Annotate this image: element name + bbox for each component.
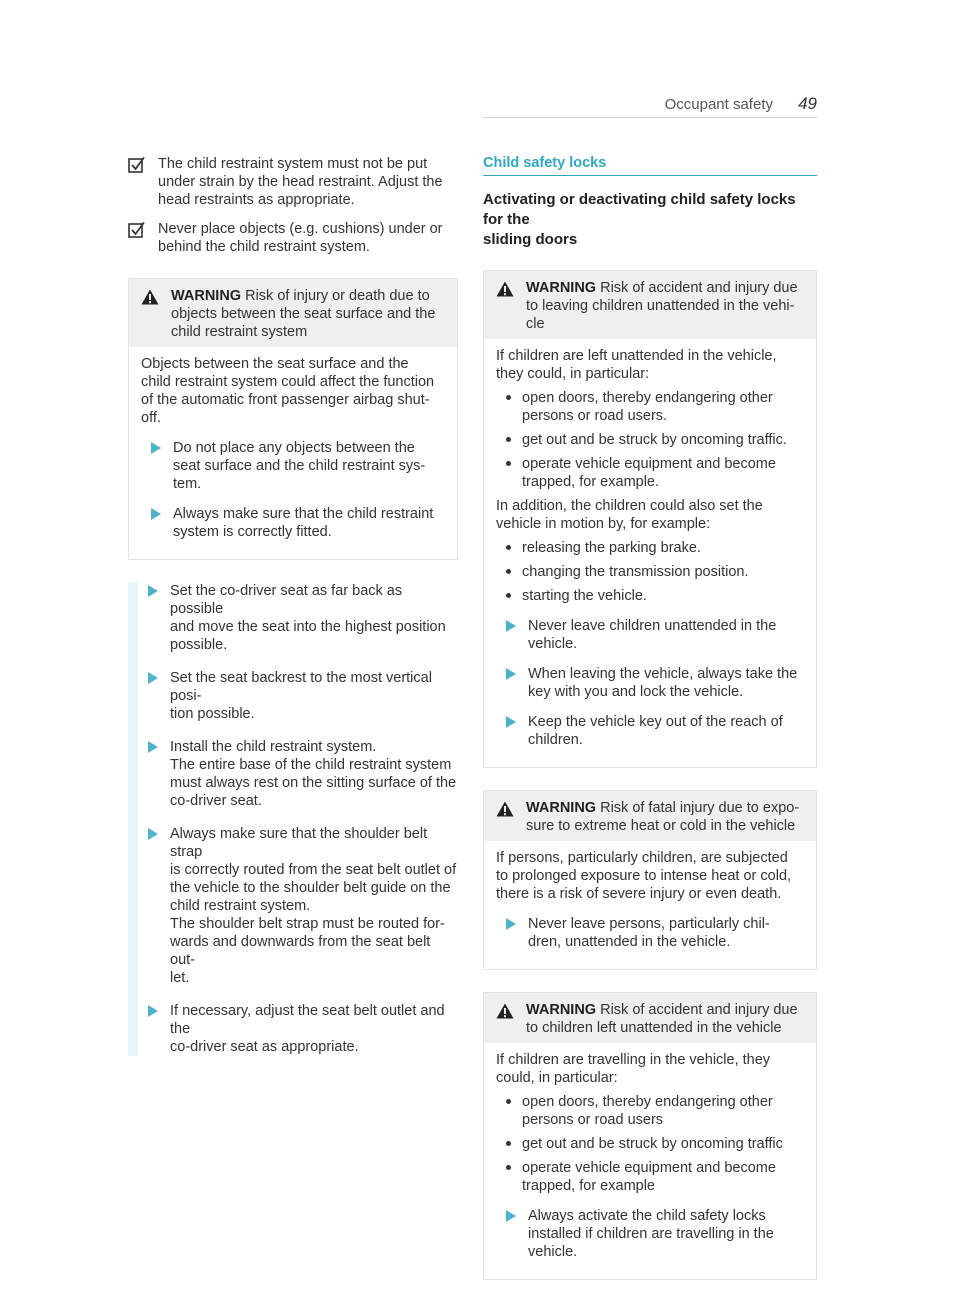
step-arrow-icon [151,442,161,454]
text-line: The child restraint system must not be put [158,156,428,172]
text-line: vehicle. [528,636,578,652]
text-line: Never leave children unattended in the [528,618,777,634]
text-line: vehicle in motion by, for example: [496,516,711,532]
text-line: In addition, the children could also set the [496,498,763,514]
bullet-item [496,1093,804,1129]
text-line: Set the seat backrest to the most vertical posi- [170,670,432,704]
text-line: system is correctly fitted. [173,524,332,540]
text-line: Never leave persons, particularly chil- [528,916,770,932]
warning-box [483,790,817,970]
text-line: to prolonged exposure to intense heat or cold, [496,868,792,884]
instruction-step [138,669,458,723]
warning-triangle-icon [496,1003,514,1019]
instruction-step [138,582,458,654]
text-line: get out and be struck by oncoming traffic. [522,432,787,448]
instruction-step [138,1002,458,1056]
subsection-title [483,190,817,250]
text-line: tem. [173,476,202,492]
text-line: children. [528,732,583,748]
warnings-list [483,270,817,1280]
warning-title-line: sure to extreme heat or cold in the vehicle [526,818,796,834]
text-line: co-driver seat as appropriate. [170,1039,359,1055]
warning-box [483,992,817,1280]
text-line: is correctly routed from the seat belt outlet of [170,862,457,878]
text-line: Set the co-driver seat as far back as possible [170,583,403,617]
warning-body [484,339,816,767]
step-arrow-icon [151,508,161,520]
steps-stripe [128,582,138,1056]
step-arrow-icon [506,716,516,728]
text-line: get out and be struck by oncoming traffic [522,1136,783,1152]
text-line: child restraint system could affect the function [141,374,435,390]
warning-paragraph [496,497,804,533]
text-line: changing the transmission position. [522,564,749,580]
warning-label: WARNING [526,800,597,816]
text-line: possible. [170,637,228,653]
text-line: If children are left unattended in the vehicle, [496,348,777,364]
text-line: Never place objects (e.g. cushions) under or [158,221,443,237]
bullet-item [496,587,804,605]
instruction-steps [128,582,458,1056]
bullet-item [496,539,804,557]
step-arrow-icon [148,1005,158,1017]
text-line: Do not place any objects between the [173,440,415,456]
section-title: Child safety locks [483,155,817,176]
text-line: co-driver seat. [170,793,262,809]
instruction-step [496,915,804,951]
warning-title-line: Risk of injury or death due to [245,288,430,304]
text-line: operate vehicle equipment and become [522,456,776,472]
instruction-step [141,505,445,541]
bullet-item [496,431,804,449]
text-line: the vehicle to the shoulder belt guide on the [170,880,451,896]
text-line: and move the seat into the highest position [170,619,446,635]
warning-header [129,279,457,347]
warning-body [129,347,457,559]
text-line: head restraints as appropriate. [158,192,355,208]
warning-label: WARNING [526,280,597,296]
text-line: wards and downwards from the seat belt out- [170,934,431,968]
checklist [128,155,458,256]
instruction-step [496,617,804,653]
right-column [483,155,817,1302]
text-line: Always make sure that the shoulder belt strap [170,826,428,860]
text-line: off. [141,410,161,426]
warning-title-line: Risk of accident and injury due [600,1002,798,1018]
text-line: If necessary, adjust the seat belt outlet and the [170,1003,445,1037]
text-line: could, in particular: [496,1070,618,1086]
text-line: Keep the vehicle key out of the reach of [528,714,783,730]
text-line: The entire base of the child restraint system [170,757,452,773]
warning-paragraph [496,1051,804,1087]
warning-triangle-icon [496,281,514,297]
text-line: installed if children are travelling in the [528,1226,774,1242]
text-line: vehicle. [528,1244,578,1260]
page-header [483,93,817,118]
text-line: tion possible. [170,706,255,722]
text-line: key with you and lock the vehicle. [528,684,744,700]
check-item [128,220,458,256]
warning-title-line: Risk of fatal injury due to expo- [600,800,800,816]
text-line: Objects between the seat surface and the [141,356,409,372]
warning-triangle-icon [496,801,514,817]
text-line: If children are travelling in the vehicle, they [496,1052,771,1068]
checkbox-checked-icon [128,156,145,173]
text-line: Activating or deactivating child safety locks for the [483,191,796,228]
text-line: operate vehicle equipment and become [522,1160,776,1176]
warning-title-line: to children left unattended in the vehicle [526,1020,782,1036]
text-line: persons or road users [522,1112,664,1128]
text-line: persons or road users. [522,408,668,424]
warning-title-line: Risk of accident and injury due [600,280,798,296]
text-line: of the automatic front passenger airbag shut- [141,392,430,408]
text-line: behind the child restraint system. [158,239,370,255]
text-line: Install the child restraint system. [170,739,377,755]
step-arrow-icon [148,585,158,597]
text-line: must always rest on the sitting surface of the [170,775,457,791]
step-arrow-icon [506,918,516,930]
text-line: there is a risk of severe injury or even death. [496,886,782,902]
warning-title-line: to leaving children unattended in the vehi- [526,298,795,314]
warning-header [484,791,816,841]
step-arrow-icon [148,828,158,840]
warning-triangle-icon [141,289,159,305]
bullet-item [496,563,804,581]
step-arrow-icon [506,620,516,632]
warning-body [484,841,816,969]
check-item [128,155,458,209]
warning-header [484,271,816,339]
warning-title-line: cle [526,316,545,332]
warning-title-line: child restraint system [171,324,308,340]
text-line: The shoulder belt strap must be routed for- [170,916,445,932]
text-line: Always make sure that the child restraint [173,506,434,522]
text-line: releasing the parking brake. [522,540,701,556]
warning-paragraph [496,347,804,383]
text-line: open doors, thereby endangering other [522,1094,773,1110]
bullet-item [496,1159,804,1195]
bullet-item [496,455,804,491]
warning-paragraph [496,849,804,903]
step-arrow-icon [506,668,516,680]
text-line: trapped, for example. [522,474,660,490]
text-line: let. [170,970,190,986]
text-line: seat surface and the child restraint sys- [173,458,426,474]
step-arrow-icon [148,741,158,753]
warning-header [484,993,816,1043]
instruction-step [496,713,804,749]
text-line: under strain by the head restraint. Adjust the [158,174,443,190]
text-line: open doors, thereby endangering other [522,390,773,406]
warning-box [128,278,458,560]
instruction-step [496,1207,804,1261]
instruction-step [496,665,804,701]
warning-box [483,270,817,768]
warning-body [484,1043,816,1279]
text-line: dren, unattended in the vehicle. [528,934,731,950]
page-number: 49 [798,94,817,113]
warning-paragraph [141,355,445,427]
bullet-item [496,389,804,425]
step-arrow-icon [148,672,158,684]
text-line: child restraint system. [170,898,311,914]
left-column [128,155,458,1071]
checkbox-checked-icon [128,221,145,238]
instruction-step [138,825,458,987]
bullet-item [496,1135,804,1153]
text-line: sliding doors [483,231,578,248]
instruction-step [138,738,458,810]
text-line: starting the vehicle. [522,588,647,604]
text-line: Always activate the child safety locks [528,1208,766,1224]
text-line: When leaving the vehicle, always take the [528,666,798,682]
instruction-step [141,439,445,493]
warning-title-line: objects between the seat surface and the [171,306,436,322]
section-name: Occupant safety [664,96,773,113]
text-line: If persons, particularly children, are subjected [496,850,788,866]
warning-label: WARNING [526,1002,597,1018]
text-line: they could, in particular: [496,366,650,382]
text-line: trapped, for example [522,1178,655,1194]
warning-label: WARNING [171,288,242,304]
step-arrow-icon [506,1210,516,1222]
